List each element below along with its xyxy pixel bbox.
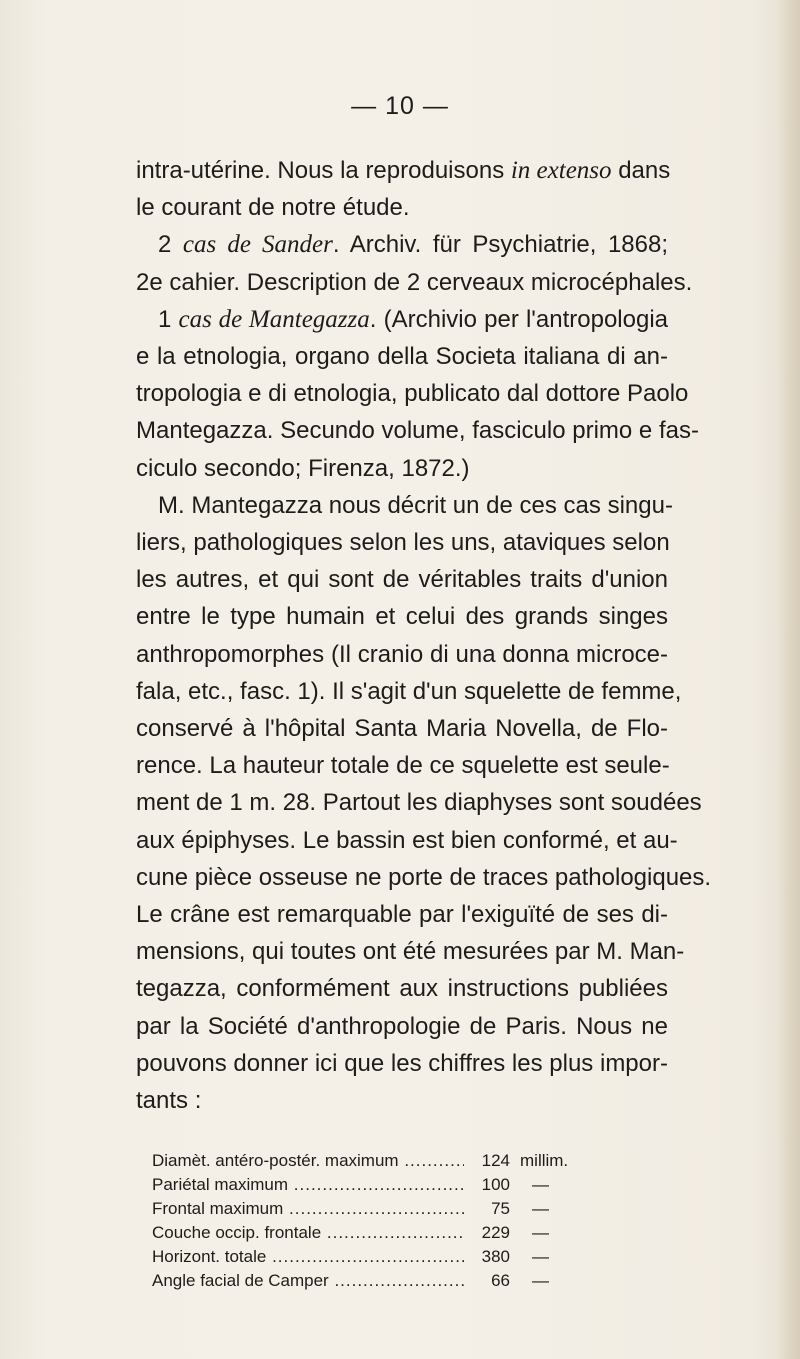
text-line [136, 784, 702, 821]
measure-label: Horizont. totale ..... [152, 1245, 464, 1269]
table-row [152, 1269, 668, 1293]
table-row [152, 1173, 668, 1197]
text-segment: 2e cahier. Description de 2 cerveaux microcéphales. [136, 268, 693, 296]
measure-value: 124 [481, 1151, 510, 1170]
text-segment: mensions, qui toutes ont été mesurées par M. Man- [136, 938, 685, 966]
text-line [158, 487, 673, 524]
measure-label: Frontal maximum ..... [152, 1197, 464, 1221]
text-line [136, 673, 682, 710]
measure-label: Pariétal maximum ..... [152, 1173, 464, 1197]
text-segment: tegazza, conformément aux instructions publiées [136, 975, 668, 1003]
table-row [152, 1221, 668, 1245]
text-segment: par la Société d'anthropologie de Paris. Nous ne [136, 1012, 668, 1040]
measure-value: 75 [491, 1199, 510, 1218]
text-segment: intra-utérine. Nous la reproduisons [136, 157, 511, 184]
text-line [136, 933, 685, 970]
text-segment: liers, pathologiques selon les uns, ataviques selon [136, 529, 670, 556]
measure-unit: — [532, 1199, 549, 1218]
text-segment: les autres, et qui sont de véritables traits d'union [136, 566, 668, 594]
text-segment: dans [611, 157, 671, 184]
text-segment: cune pièce osseuse ne porte de traces pathologiques. [136, 863, 712, 891]
text-segment: tants : [136, 1087, 202, 1114]
measure-unit: — [532, 1175, 549, 1194]
text-line [136, 598, 668, 635]
text-segment: tropologia e di etnologia, publicato dal dottore Paolo [136, 380, 689, 408]
measure-value: 229 [481, 1223, 510, 1242]
text-segment: anthropomorphes (Il cranio di una donna microce- [136, 640, 668, 668]
text-line [136, 524, 668, 561]
page-edge-stain [778, 0, 800, 1359]
text-segment: 1 [158, 305, 179, 333]
measure-unit: — [532, 1271, 549, 1290]
text-segment: . (Archivio per l'antropologia [369, 305, 668, 333]
text-segment: conservé à l'hôpital Santa Maria Novella, de Flo- [136, 715, 668, 742]
text-line [136, 747, 668, 784]
table-row [152, 1149, 668, 1173]
measure-value: 380 [481, 1247, 510, 1266]
text-line [136, 189, 668, 226]
text-segment: . Archiv. für Psychiatrie, 1868; [332, 231, 669, 259]
text-line [136, 450, 668, 487]
measure-value: 100 [481, 1175, 510, 1194]
measurement-table [152, 1149, 668, 1293]
text-segment: Mantegazza. Secundo volume, fasciculo primo e fas- [136, 417, 699, 445]
measure-value: 66 [491, 1271, 510, 1290]
text-segment: aux épiphyses. Le bassin est bien conformé, et au- [136, 826, 678, 854]
text-line [136, 338, 668, 375]
table-row [152, 1197, 668, 1221]
page-number: — 10 — [351, 92, 449, 120]
measure-unit: — [532, 1223, 549, 1242]
text-line [136, 561, 668, 598]
text-line [136, 264, 693, 301]
text-line [136, 152, 671, 189]
measure-unit: — [532, 1247, 549, 1266]
text-segment: ment de 1 m. 28. Partout les diaphyses sont soudées [136, 789, 702, 817]
text-segment: fala, etc., fasc. 1). Il s'agit d'un squelette de femme, [136, 677, 682, 705]
text-line [136, 375, 689, 412]
text-segment: M. Mantegazza nous décrit un de ces cas singu- [158, 491, 673, 519]
text-line [136, 1008, 668, 1045]
text-segment: ciculo secondo; Firenza, 1872.) [136, 454, 470, 482]
text-line [136, 970, 668, 1007]
italic-text: cas de Sander [182, 231, 333, 259]
text-line [136, 412, 699, 449]
italic-text: cas de Mantegazza [178, 305, 370, 333]
measure-label: Couche occip. frontale ..... [152, 1221, 464, 1245]
text-line [158, 301, 668, 338]
text-line [136, 1045, 668, 1082]
text-segment: e la etnologia, organo della Societa italiana di an- [136, 343, 668, 370]
text-segment: pouvons donner ici que les chiffres les plus impor- [136, 1049, 668, 1077]
text-segment: 2 [158, 231, 183, 259]
table-row [152, 1245, 668, 1269]
text-line [136, 859, 712, 896]
text-segment: entre le type humain et celui des grands singes [136, 603, 668, 631]
measure-unit: millim. [520, 1151, 569, 1170]
measure-label: Diamèt. antéro-postér. maximum ..... [152, 1149, 464, 1173]
text-segment: rence. La hauteur totale de ce squelette est seule- [136, 752, 670, 780]
text-line [158, 226, 668, 263]
text-segment: le courant de notre étude. [136, 194, 410, 222]
text-segment: Le crâne est remarquable par l'exiguïté de ses di- [136, 901, 668, 928]
measure-label: Angle facial de Camper ..... [152, 1269, 464, 1293]
text-line [136, 822, 678, 859]
italic-text: in extenso [510, 157, 612, 184]
text-line [136, 636, 668, 673]
text-line [136, 710, 668, 747]
text-line [136, 1082, 668, 1119]
text-line [136, 896, 668, 933]
